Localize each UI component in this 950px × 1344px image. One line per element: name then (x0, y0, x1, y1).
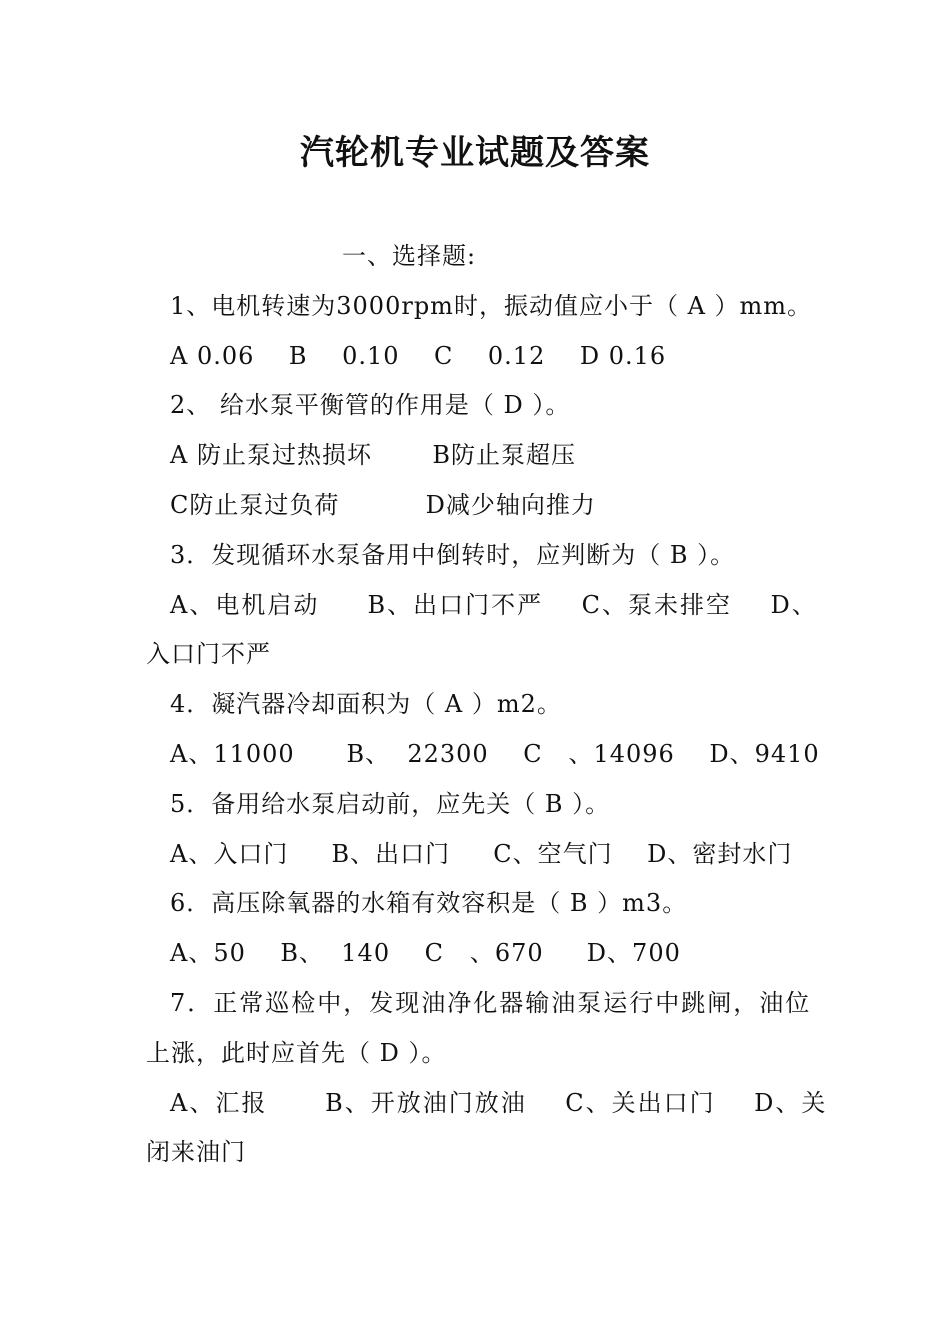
question-1-options: A 0.06 B 0.10 C 0.12 D 0.16 (170, 341, 667, 370)
question-7-stem-row-1: 7．正常巡检中，发现油净化器输油泵运行中跳闸，油位 (170, 988, 812, 1017)
question-2-options-row-1: A 防止泵过热损坏 B防止泵超压 (170, 441, 576, 470)
question-2-options-row-2: C防止泵过负荷 D减少轴向推力 (170, 490, 596, 519)
question-6-options: A、50 B、 140 C 、670 D、700 (170, 939, 681, 968)
question-2-stem: 2、 给水泵平衡管的作用是（ D ）。 (170, 391, 571, 420)
document-body (146, 232, 828, 1178)
section-heading: 一、选择题: (342, 242, 477, 270)
question-4-stem: 4．凝汽器冷却面积为（ A ）m2。 (170, 690, 562, 719)
question-7-options-row-1: A、汇报 B、开放油门放油 C、关出口门 D、关 (170, 1088, 828, 1117)
question-4-options: A、11000 B、 22300 C 、14096 D、9410 (170, 739, 820, 768)
question-6-stem: 6．高压除氧器的水箱有效容积是（ B ）m3。 (170, 889, 688, 918)
question-3-options-row-2: 入口门不严 (146, 640, 271, 669)
question-3-options-row-1: A、电机启动 B、出口门不严 C、泵未排空 D、 (170, 590, 818, 619)
question-7-options-row-2: 闭来油门 (146, 1138, 246, 1167)
document-title: 汽轮机专业试题及答案 (300, 133, 650, 173)
question-5-options: A、入口门 B、出口门 C、空气门 D、密封水门 (170, 839, 793, 868)
question-1-stem: 1、电机转速为3000rpm时，振动值应小于（ A ）mm。 (170, 291, 813, 320)
question-5-stem: 5．备用给水泵启动前，应先关（ B ）。 (170, 789, 611, 818)
question-3-stem: 3．发现循环水泵备用中倒转时，应判断为（ B ）。 (170, 540, 736, 569)
question-7-stem-row-2: 上涨，此时应首先（ D ）。 (146, 1038, 447, 1067)
